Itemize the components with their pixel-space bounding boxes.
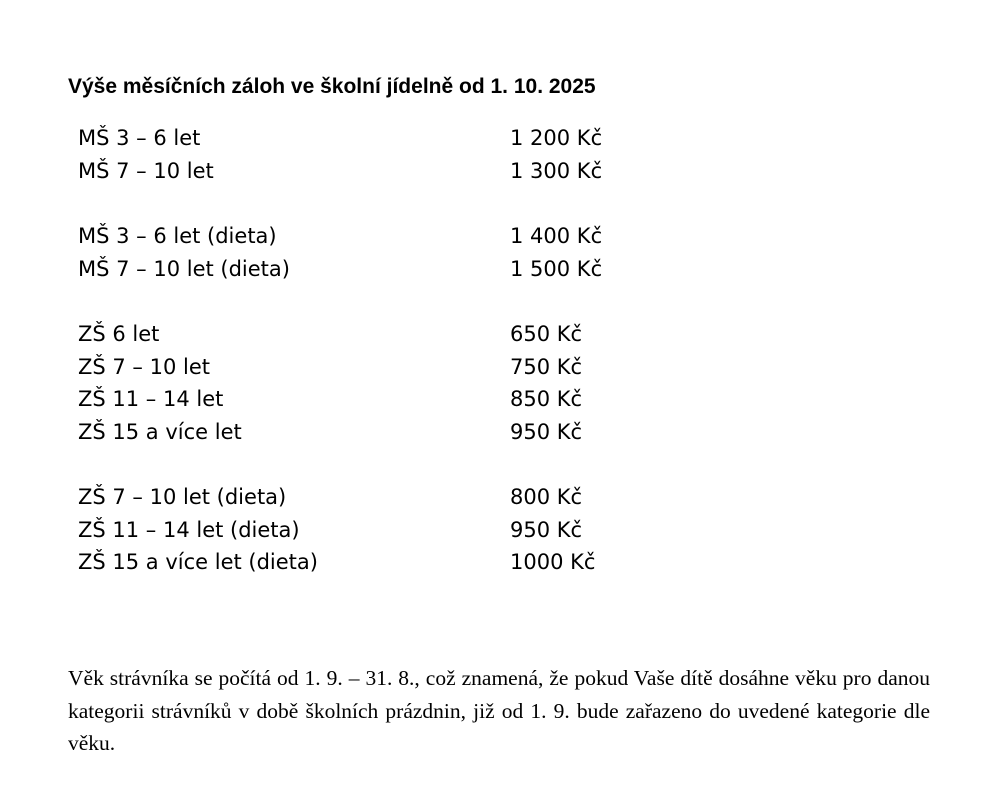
price-group-ms-dieta xyxy=(78,220,678,285)
row-price: 950 Kč xyxy=(510,517,583,542)
row-label: ZŠ 11 – 14 let xyxy=(78,387,224,411)
price-row xyxy=(78,122,678,155)
row-label: ZŠ 6 let xyxy=(78,322,160,346)
price-row xyxy=(78,416,678,449)
price-row xyxy=(78,383,678,416)
row-label: ZŠ 15 a více let xyxy=(78,419,242,444)
row-label: ZŠ 11 – 14 let (dieta) xyxy=(78,517,300,542)
row-label: MŠ 7 – 10 let xyxy=(78,158,214,183)
row-label: ZŠ 7 – 10 let (dieta) xyxy=(78,485,287,509)
price-row xyxy=(78,253,678,286)
price-group-zs-dieta xyxy=(78,481,678,579)
row-label: ZŠ 15 a více let (dieta) xyxy=(78,550,318,574)
row-label: ZŠ 7 – 10 let xyxy=(78,354,210,379)
row-price: 650 Kč xyxy=(510,322,583,346)
price-row xyxy=(78,546,678,579)
row-price: 950 Kč xyxy=(510,419,583,444)
age-note: Věk strávníka se počítá od 1. 9. – 31. 8., což znamená, že pokud Vaše dítě dosáhne věku pro danou kategorii strávníků v době školních prázdnin, již od 1. 9. bude zařazeno do uvedené kategorie dle věku. xyxy=(68,666,930,755)
price-row xyxy=(78,318,678,351)
row-price: 850 Kč xyxy=(510,387,583,411)
row-label: MŠ 3 – 6 let (dieta) xyxy=(78,224,277,248)
price-row xyxy=(78,514,678,547)
price-row xyxy=(78,220,678,253)
row-price: 800 Kč xyxy=(510,485,583,509)
price-row xyxy=(78,351,678,384)
price-group-ms xyxy=(78,122,678,187)
page-title: Výše měsíčních záloh ve školní jídelně od 1. 10. 2025 xyxy=(68,75,596,98)
row-price: 1 300 Kč xyxy=(510,158,603,183)
price-row xyxy=(78,155,678,188)
row-price: 1 400 Kč xyxy=(510,224,603,248)
price-group-zs xyxy=(78,318,678,448)
row-label: MŠ 7 – 10 let (dieta) xyxy=(78,256,290,281)
price-row xyxy=(78,481,678,514)
row-price: 750 Kč xyxy=(510,354,583,379)
price-table xyxy=(78,122,678,612)
row-label: MŠ 3 – 6 let xyxy=(78,126,201,150)
row-price: 1000 Kč xyxy=(510,550,596,574)
row-price: 1 500 Kč xyxy=(510,256,603,281)
row-price: 1 200 Kč xyxy=(510,126,603,150)
